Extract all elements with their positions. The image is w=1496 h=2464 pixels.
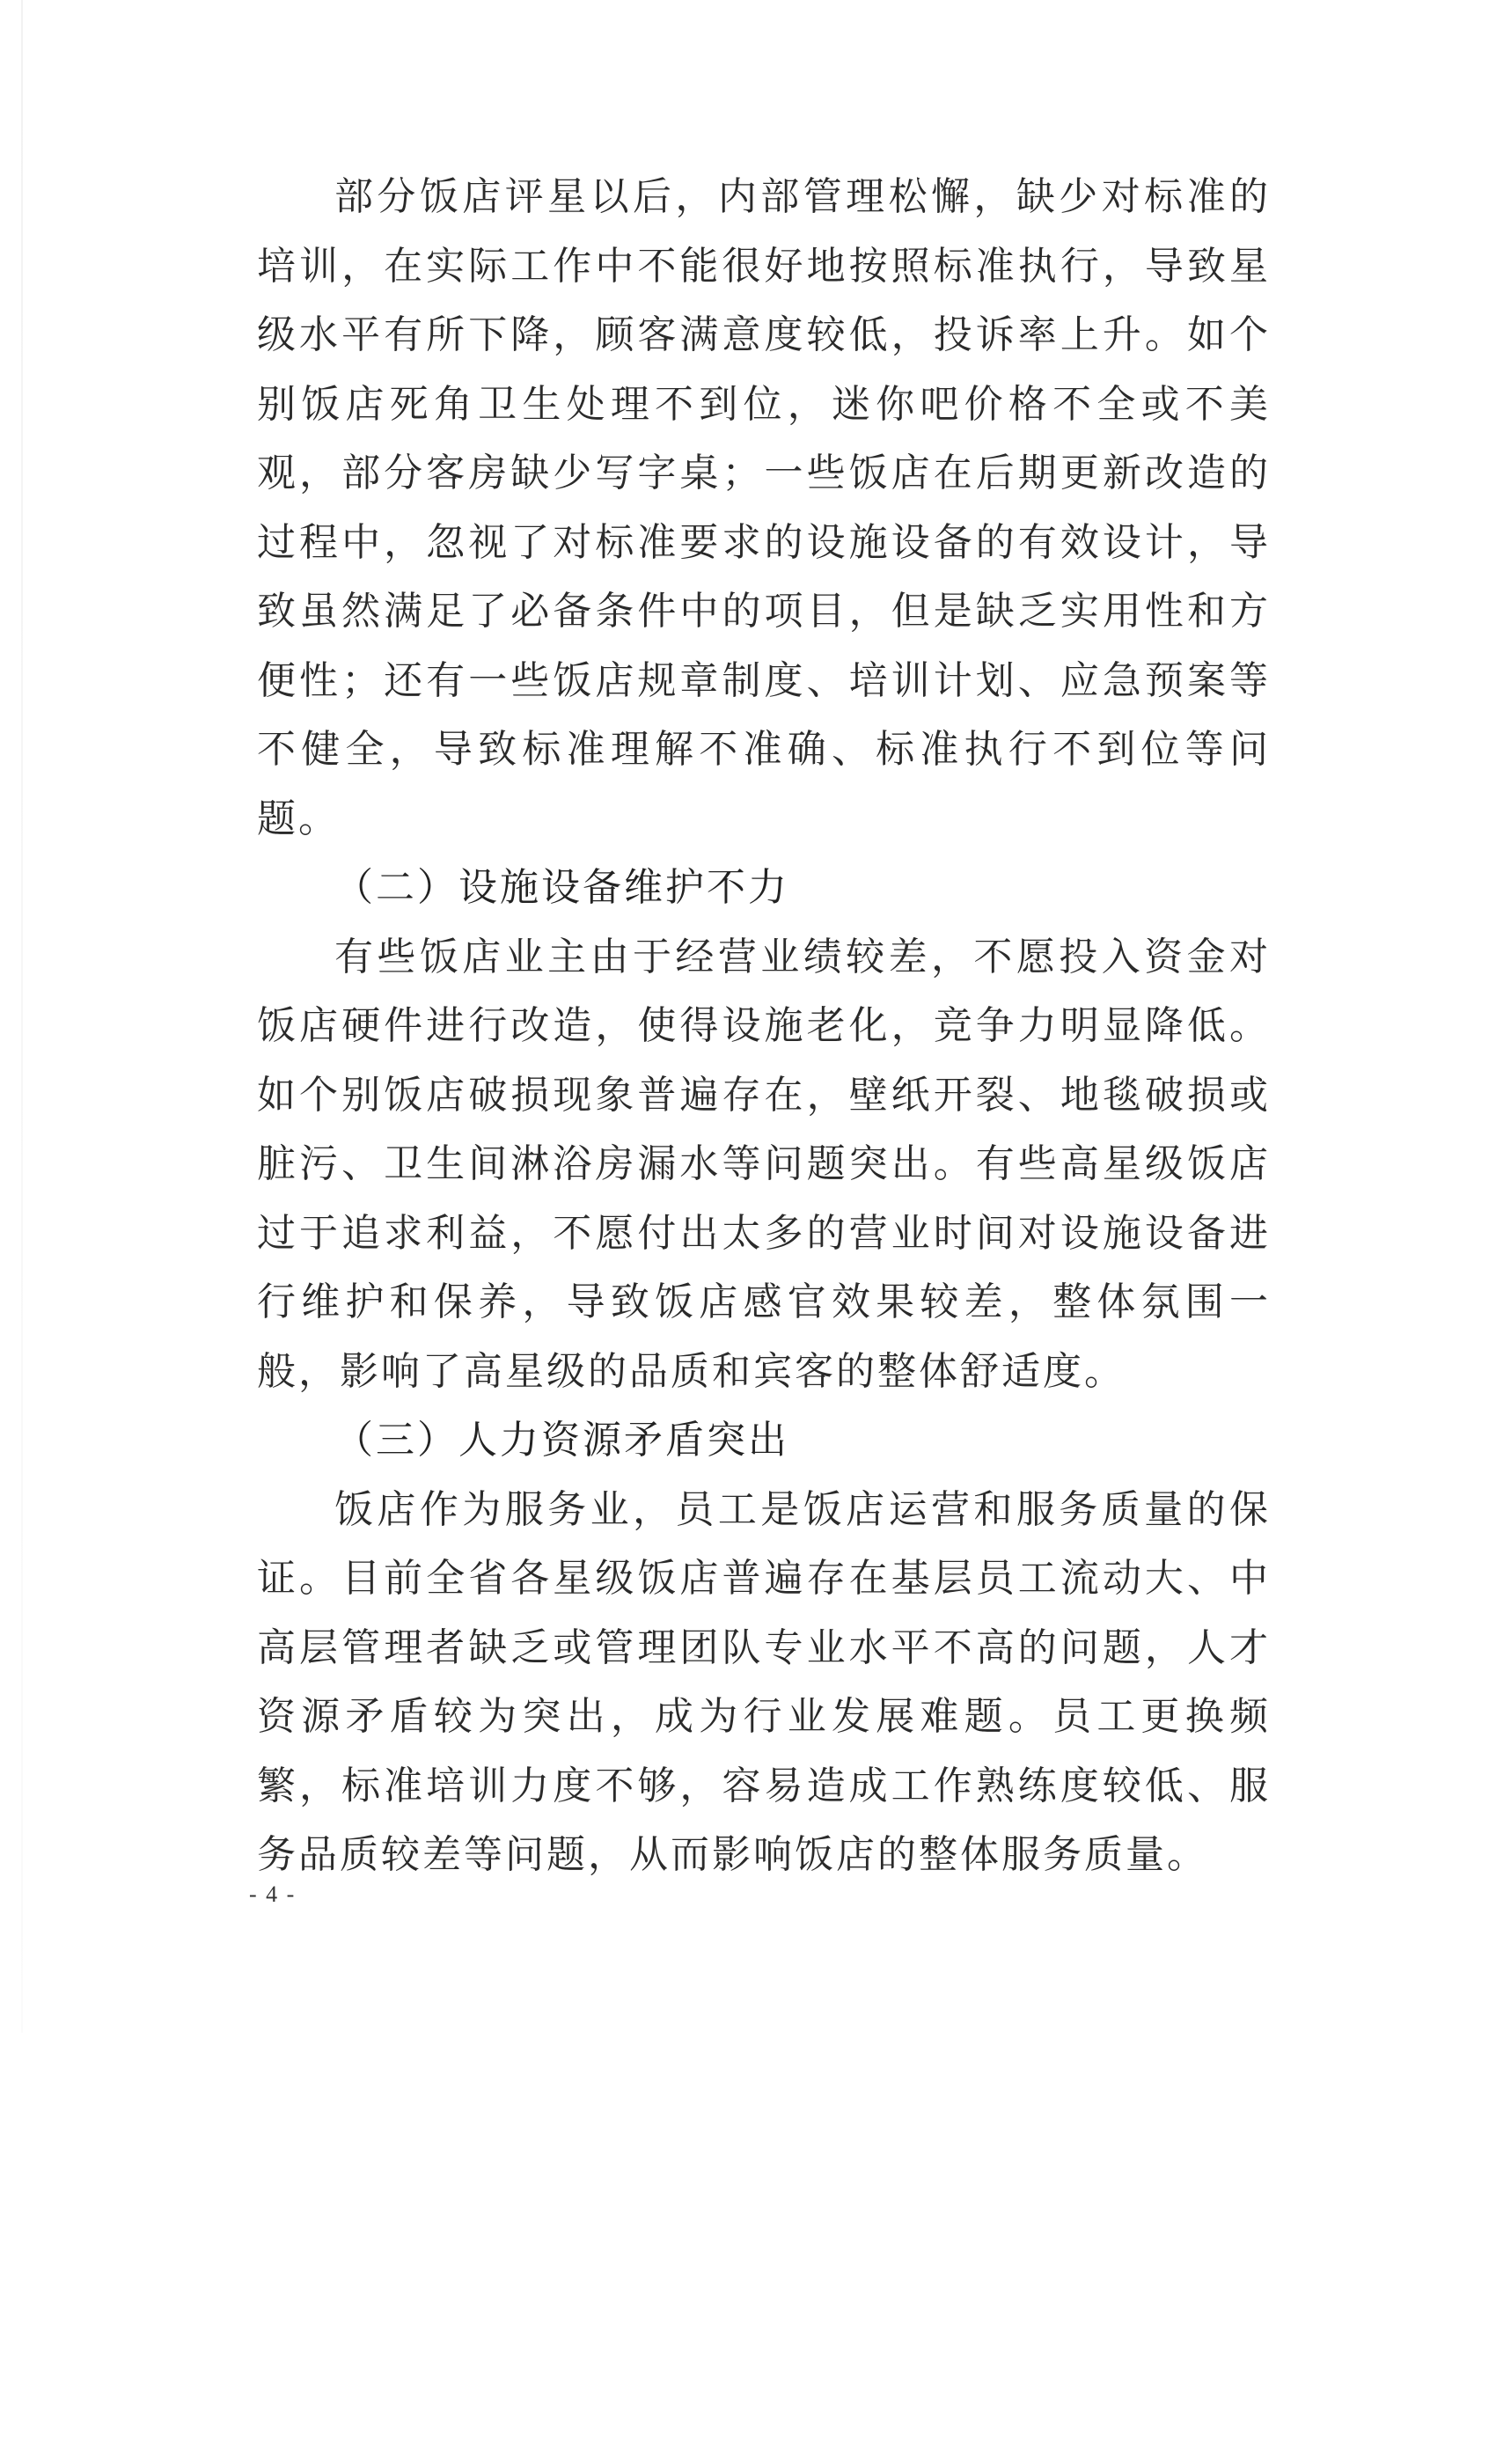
page-number: - 4 - <box>249 1881 297 1907</box>
scan-edge-shadow <box>21 0 23 2033</box>
paragraph-human-resources: 饭店作为服务业，员工是饭店运营和服务质量的保证。目前全省各星级饭店普遍存在基层员工流动大、中高层管理者缺乏或管理团队专业水平不高的问题，人才资源矛盾较为突出，成为行业发展难题。员工更换频繁，标准培训力度不够，容易造成工作熟练度较低、服务品质较差等问题，从而影响饭店的整体服务质量。 <box>257 1486 1271 1877</box>
section-heading-facilities: （二）设施设备维护不力 <box>334 865 789 910</box>
document-body <box>257 163 1271 1890</box>
paragraph-facilities-maintenance: 有些饭店业主由于经营业绩较差，不愿投入资金对饭店硬件进行改造，使得设施老化，竞争力明显降低。如个别饭店破损现象普遍存在，壁纸开裂、地毯破损或脏污、卫生间淋浴房漏水等问题突出。有些高星级饭店过于追求利益，不愿付出太多的营业时间对设施设备进行维护和保养，导致饭店感官效果较差，整体氛围一般，影响了高星级的品质和宾客的整体舒适度。 <box>257 934 1271 1394</box>
section-heading-human-resources: （三）人力资源矛盾突出 <box>334 1418 789 1463</box>
paragraph-management-standards: 部分饭店评星以后，内部管理松懈，缺少对标准的培训，在实际工作中不能很好地按照标准执行，导致星级水平有所下降，顾客满意度较低，投诉率上升。如个别饭店死角卫生处理不到位，迷你吧价格不全或不美观，部分客房缺少写字桌；一些饭店在后期更新改造的过程中，忽视了对标准要求的设施设备的有效设计，导致虽然满足了必备条件中的项目，但是缺乏实用性和方便性；还有一些饭店规章制度、培训计划、应急预案等不健全，导致标准理解不准确、标准执行不到位等问题。 <box>257 174 1271 841</box>
